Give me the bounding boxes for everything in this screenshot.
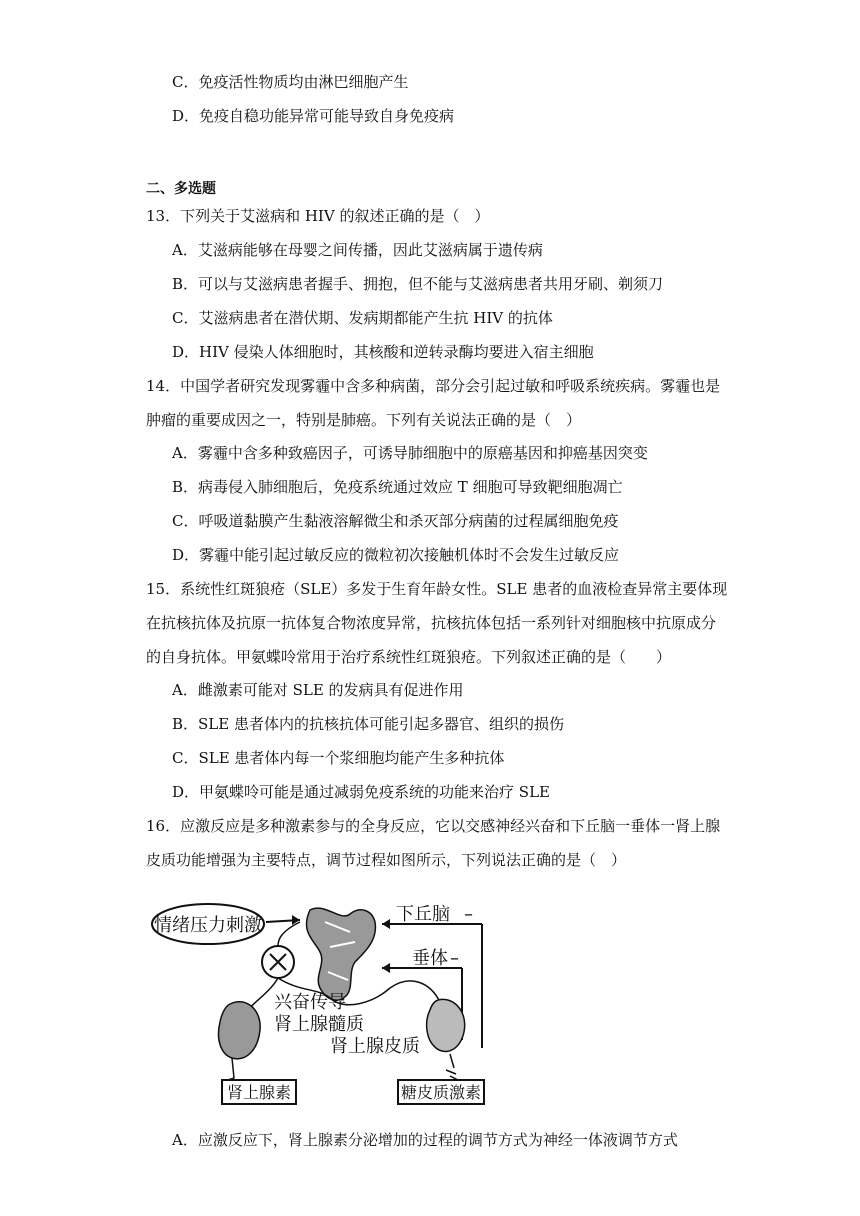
option-d-prev: D．免疫自稳功能异常可能导致自身免疫病: [172, 107, 455, 125]
q16-stem-line1: 16．应激反应是多种激素参与的全身反应，它以交感神经兴奋和下丘脑一垂体一肾上腺: [146, 817, 721, 835]
adrenal-gland-left: [219, 1002, 261, 1059]
glucocorticoid-label: 糖皮质激素: [400, 1083, 482, 1102]
adrenal-medulla-label: 肾上腺髓质: [274, 1014, 364, 1035]
q15-option-b: B．SLE 患者体内的抗核抗体可能引起多器官、组织的损伤: [172, 715, 564, 733]
stimulus-label: 情绪压力刺激: [154, 915, 262, 936]
q15-option-a: A．雌激素可能对 SLE 的发病具有促进作用: [172, 681, 464, 699]
adrenaline-label: 肾上腺素: [226, 1083, 292, 1102]
svg-text:–: –: [450, 948, 459, 969]
q14-option-c: C．呼吸道黏膜产生黏液溶解微尘和杀灭部分病菌的过程属细胞免疫: [172, 512, 619, 530]
q13-option-c: C．艾滋病患者在潜伏期、发病期都能产生抗 HIV 的抗体: [172, 309, 553, 327]
q13-option-a: A．艾滋病能够在母婴之间传播，因此艾滋病属于遗传病: [172, 241, 543, 259]
q14-stem-line2: 肿瘤的重要成因之一，特别是肺癌。下列有关说法正确的是（ ）: [146, 411, 582, 429]
q15-stem-line2: 在抗核抗体及抗原一抗体复合物浓度异常，抗核抗体包括一系列针对细胞核中抗原成分: [146, 614, 717, 632]
svg-text:–: –: [464, 904, 473, 925]
pituitary-label: 垂体: [412, 948, 448, 969]
q14-stem-line1: 14．中国学者研究发现雾霾中含多种病菌，部分会引起过敏和呼吸系统疾病。雾霾也是: [146, 377, 721, 395]
hypothalamus-label: 下丘脑: [396, 904, 450, 925]
section-heading: 二、多选题: [146, 181, 216, 197]
option-c-prev: C．免疫活性物质均由淋巴细胞产生: [172, 73, 409, 91]
adrenal-gland-right: [427, 999, 465, 1051]
q15-stem-line3: 的自身抗体。甲氨蝶呤常用于治疗系统性红斑狼疮。下列叙述正确的是（ ）: [146, 648, 672, 666]
brain-shape: [307, 908, 376, 1000]
q15-option-d: D．甲氨蝶呤可能是通过减弱免疫系统的功能来治疗 SLE: [172, 783, 550, 801]
stress-response-diagram: [150, 892, 490, 1112]
q14-option-a: A．雾霾中含多种致癌因子，可诱导肺细胞中的原癌基因和抑癌基因突变: [172, 444, 648, 462]
q13-option-d: D．HIV 侵染人体细胞时，其核酸和逆转录酶均要进入宿主细胞: [172, 343, 594, 361]
excitation-label: 兴奋传导: [274, 992, 346, 1013]
q13-stem: 13．下列关于艾滋病和 HIV 的叙述正确的是（ ）: [146, 207, 490, 225]
q15-stem-line1: 15．系统性红斑狼疮（SLE）多发于生育年龄女性。SLE 患者的血液检查异常主要体现: [146, 580, 728, 598]
q16-option-a: A．应激反应下，肾上腺素分泌增加的过程的调节方式为神经一体液调节方式: [172, 1131, 678, 1149]
q14-option-d: D．雾霾中能引起过敏反应的微粒初次接触机体时不会发生过敏反应: [172, 546, 620, 564]
q16-stem-line2: 皮质功能增强为主要特点，调节过程如图所示，下列说法正确的是（ ）: [146, 851, 627, 869]
q13-option-b: B．可以与艾滋病患者握手、拥抱，但不能与艾滋病患者共用牙刷、剃须刀: [172, 275, 664, 293]
q15-option-c: C．SLE 患者体内每一个浆细胞均能产生多种抗体: [172, 749, 505, 767]
q14-option-b: B．病毒侵入肺细胞后，免疫系统通过效应 T 细胞可导致靶细胞凋亡: [172, 478, 623, 496]
adrenal-cortex-label: 肾上腺皮质: [330, 1036, 420, 1057]
